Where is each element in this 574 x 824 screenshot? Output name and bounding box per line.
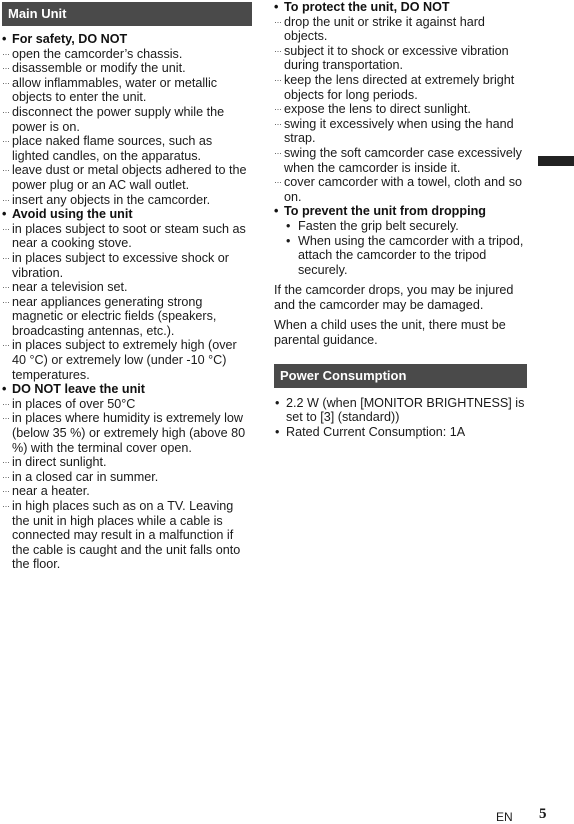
prevent-drop-item: • Fasten the grip belt securely.: [274, 219, 527, 234]
left-column: [2, 0, 252, 572]
protect-item: ··· keep the lens directed at extremely bright objects for long periods.: [274, 73, 527, 102]
safety-item: ··· disconnect the power supply while the power is on.: [2, 105, 252, 134]
avoid-item: ··· in places subject to excessive shock or vibration.: [2, 251, 252, 280]
power-item: • Rated Current Consumption: 1A: [274, 425, 527, 440]
protect-item: ··· cover camcorder with a towel, cloth and so on.: [274, 175, 527, 204]
power-item: • 2.2 W (when [MONITOR BRIGHTNESS] is set to [3] (standard)): [274, 396, 527, 425]
protect-item: ··· drop the unit or strike it against hard objects.: [274, 15, 527, 44]
leave-item: ··· in high places such as on a TV. Leaving the unit in high places while a cable is connected may result in a malfunction if the cable is caught and the unit falls onto the floor.: [2, 499, 252, 572]
right-column: [274, 0, 527, 439]
protect-item: ··· expose the lens to direct sunlight.: [274, 102, 527, 117]
safety-item: ··· open the camcorder’s chassis.: [2, 47, 252, 62]
leave-item: ··· in places where humidity is extremely low (below 35 %) or extremely high (above 80 %) with the terminal cover open.: [2, 411, 252, 455]
avoid-item: ··· near appliances generating strong magnetic or electric fields (speakers, broadcasting antennas, etc.).: [2, 295, 252, 339]
leave-item: ··· in places of over 50°C: [2, 397, 252, 412]
section-tab-marker: [538, 156, 574, 166]
protect-item: ··· swing it excessively when using the hand strap.: [274, 117, 527, 146]
safety-item: ··· place naked flame sources, such as lighted candles, on the apparatus.: [2, 134, 252, 163]
protect-group-title: • To protect the unit, DO NOT: [274, 0, 527, 15]
avoid-item: ··· in places subject to extremely high (over 40 °C) or extremely low (under -10 °C) temperatures.: [2, 338, 252, 382]
leave-item: ··· in direct sunlight.: [2, 455, 252, 470]
protect-item: ··· swing the soft camcorder case excessively when the camcorder is inside it.: [274, 146, 527, 175]
safety-item: ··· allow inflammables, water or metallic objects to enter the unit.: [2, 76, 252, 105]
child-guidance-note: When a child uses the unit, there must be parental guidance.: [274, 318, 506, 348]
main-unit-heading: Main Unit: [2, 2, 252, 26]
avoid-item: ··· in places subject to soot or steam such as near a cooking stove.: [2, 222, 252, 251]
protect-item: ··· subject it to shock or excessive vibration during transportation.: [274, 44, 527, 73]
leave-item: ··· in a closed car in summer.: [2, 470, 252, 485]
avoid-group-title: • Avoid using the unit: [2, 207, 252, 222]
safety-group-title: • For safety, DO NOT: [2, 32, 252, 47]
language-label: EN: [496, 810, 513, 824]
prevent-drop-group-title: • To prevent the unit from dropping: [274, 204, 527, 219]
leave-group-title: • DO NOT leave the unit: [2, 382, 252, 397]
avoid-item: ··· near a television set.: [2, 280, 252, 295]
drop-warning-note: If the camcorder drops, you may be injured and the camcorder may be damaged.: [274, 283, 514, 312]
power-consumption-heading: Power Consumption: [274, 364, 527, 388]
safety-item: ··· leave dust or metal objects adhered to the power plug or an AC wall outlet.: [2, 163, 252, 192]
page-number: 5: [539, 806, 547, 822]
safety-item: ··· disassemble or modify the unit.: [2, 61, 252, 76]
prevent-drop-item: • When using the camcorder with a tripod, attach the camcorder to the tripod securely.: [274, 234, 527, 278]
safety-item: ··· insert any objects in the camcorder.: [2, 193, 252, 208]
leave-item: ··· near a heater.: [2, 484, 252, 499]
